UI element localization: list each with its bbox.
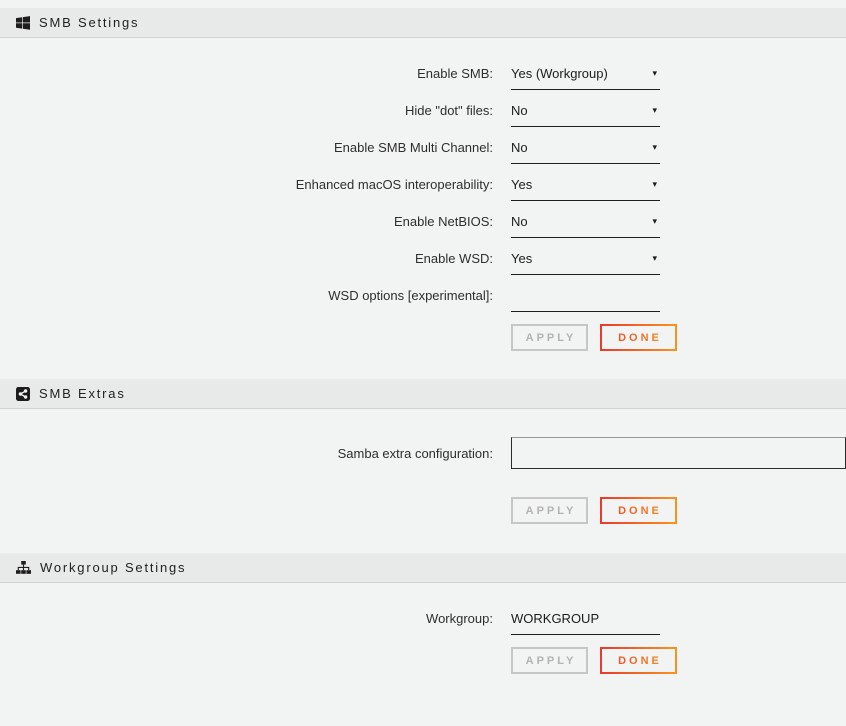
field-row-enable-smb [0,65,846,90]
section-workgroup-settings [0,553,846,702]
smb-settings-content [0,38,846,379]
caret-down-icon: ▾ [652,68,657,78]
field-row-smb-multi-channel [0,139,846,164]
workgroup-settings-actions [511,647,846,674]
smb-multi-channel-select[interactable] [511,139,660,164]
workgroup-settings-content [0,583,846,702]
workgroup-input[interactable] [511,610,660,635]
section-title: SMB Extras [39,386,126,401]
done-button[interactable]: DONE [600,647,677,674]
section-smb-extras [0,379,846,553]
select-value: Yes (Workgroup) [511,66,608,81]
apply-button[interactable]: APPLY [511,497,588,524]
caret-down-icon: ▾ [652,216,657,226]
field-label: Enable SMB Multi Channel: [334,140,493,155]
smb-extras-header [0,379,846,409]
enable-wsd-select[interactable] [511,250,660,275]
field-row-netbios [0,213,846,238]
done-button[interactable]: DONE [600,497,677,524]
sitemap-icon [16,561,31,574]
apply-button[interactable]: APPLY [511,324,588,351]
wsd-options-input[interactable] [511,287,660,312]
caret-down-icon: ▾ [652,253,657,263]
caret-down-icon: ▾ [652,105,657,115]
field-label: Enable NetBIOS: [394,214,493,229]
field-row-samba-extra [0,437,846,469]
select-value: No [511,214,528,229]
field-label: Workgroup: [426,611,493,626]
enable-netbios-select[interactable] [511,213,660,238]
smb-settings-actions [511,324,846,351]
hide-dot-files-select[interactable] [511,102,660,127]
smb-settings-header [0,8,846,38]
samba-extra-config-textarea[interactable] [511,437,846,469]
section-smb-settings [0,8,846,379]
field-row-workgroup [0,610,846,635]
caret-down-icon: ▾ [652,179,657,189]
field-label: WSD options [experimental]: [328,288,493,303]
field-label: Enable SMB: [417,66,493,81]
apply-button[interactable]: APPLY [511,647,588,674]
select-value: Yes [511,251,533,266]
select-value: No [511,140,528,155]
smb-extras-actions [511,497,846,524]
enable-smb-select[interactable] [511,65,660,90]
select-value: Yes [511,177,533,192]
windows-icon [16,16,30,30]
section-title: SMB Settings [39,15,140,30]
field-label: Samba extra configuration: [337,446,493,461]
field-label: Enhanced macOS interoperability: [295,177,493,192]
select-value: No [511,103,528,118]
caret-down-icon: ▾ [652,142,657,152]
field-row-macos-interop [0,176,846,201]
share-icon [16,387,30,401]
section-title: Workgroup Settings [40,560,187,575]
done-button[interactable]: DONE [600,324,677,351]
workgroup-settings-header [0,553,846,583]
field-label: Enable WSD: [414,251,493,266]
field-row-wsd-options [0,287,846,312]
field-row-hide-dot-files [0,102,846,127]
smb-extras-content [0,409,846,553]
field-row-wsd [0,250,846,275]
field-label: Hide "dot" files: [405,103,493,118]
macos-interop-select[interactable] [511,176,660,201]
